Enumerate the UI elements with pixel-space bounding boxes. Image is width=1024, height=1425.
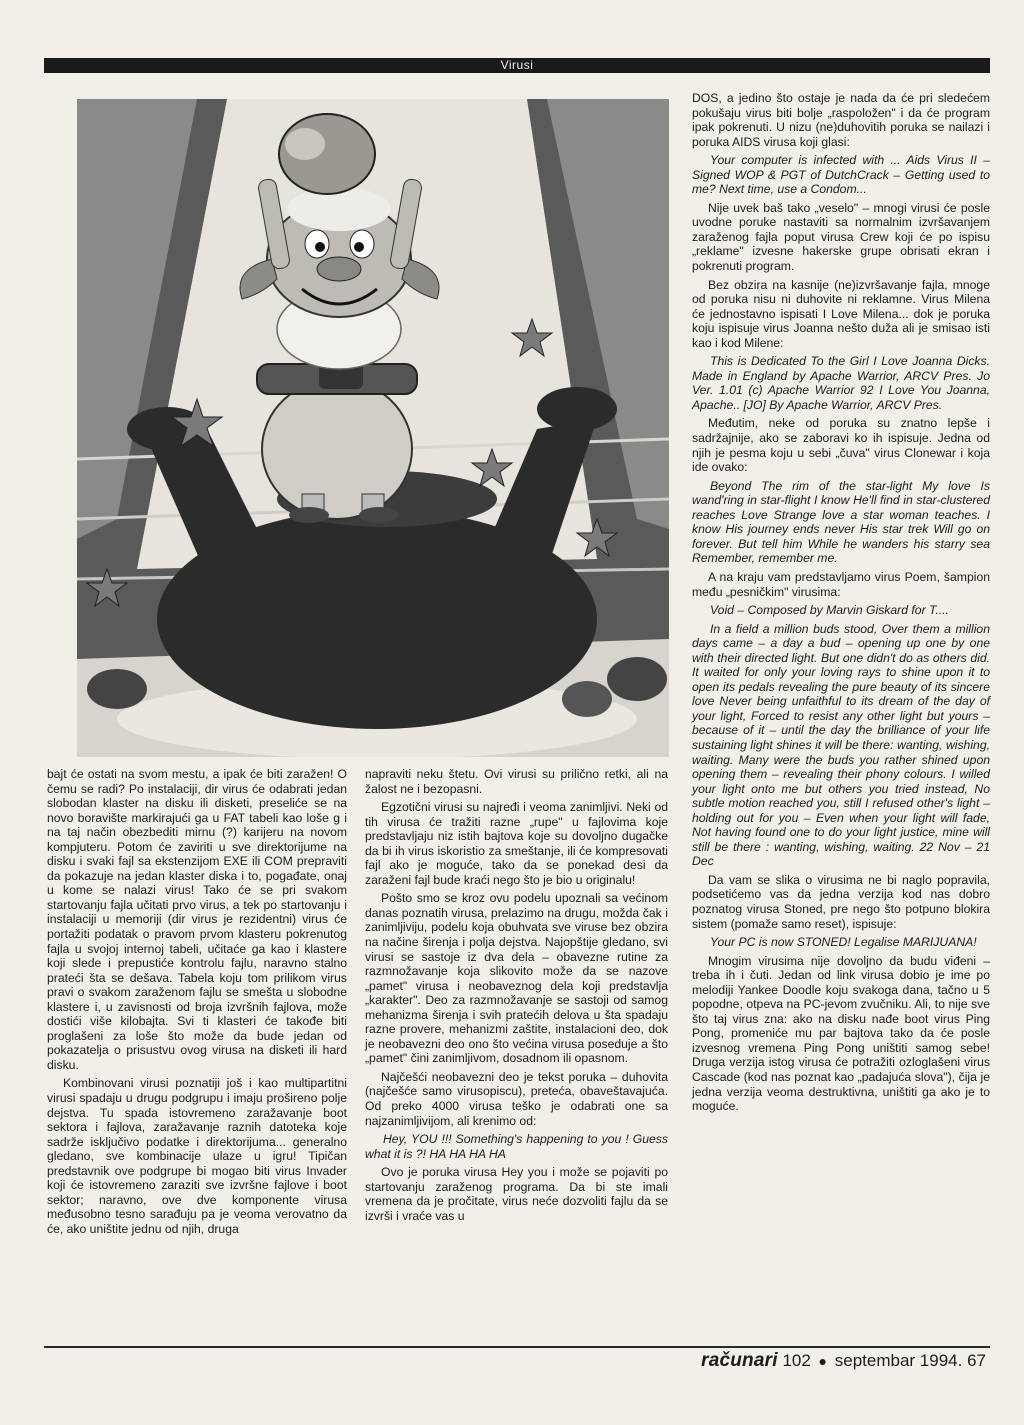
virus-message-quote: Beyond The rim of the star-light My love Is wand'ring in star-flight I know He'll find in star-clustered reaches Love Strange love a star woman teaches. I know His journey ends never His star trek Will go on forever. But tell him While he wanders his starry sea Remember, remember me.: [692, 478, 990, 566]
virus-message-quote: Hey, YOU !!! Something's happening to you ! Guess what it is ?! HA HA HA HA: [365, 1132, 668, 1161]
virus-message-quote: This is Dedicated To the Girl I Love Joanna Dicks. Made in England by Apache Warrior, ARCV Pres. Jo Ver. 1.01 (c) Apache Warrior 92 I Love You Joanna, Apache.. [JO] By Apache Warrior, ARCV Pres.: [692, 354, 990, 412]
section-title: Virusi: [500, 58, 534, 72]
cartoon-illustration: [77, 99, 669, 757]
page-number: 67: [967, 1351, 986, 1370]
virus-message-quote: Your computer is infected with ... Aids Virus II – Signed WOP & PGT of DutchCrack – Getting used to me? Next time, use a Condom...: [692, 153, 990, 197]
article-paragraph: A na kraju vam predstavljamo virus Poem, šampion među „pesničkim" virusima:: [692, 569, 990, 599]
article-paragraph: Mnogim virusima nije dovoljno da budu viđeni – treba ih i čuti. Jedan od link virusa dobio je ime po melodiji Yankee Doodle koju svakoga dana, tačno u 5 popodne, otpeva na PC-jevom zvučniku. Ali, to nije sve što taj virus zna: ako na disku nađe boot virus Ping Pong, promeniće mu par bajtova tako da će posle izvesnog vremena Ping Pong uništiti samog sebe! Druga verzija istog virusa će potražiti ozloglašeni virus Cascade (kod nas poznat kao „padajuća slova"), čija je jedna verzija veoma destruktivna, uništiti ga ako je to moguće.: [692, 953, 990, 1114]
article-paragraph: DOS, a jedino što ostaje je nada da će pri sledećem pokušaju virus biti bolje „raspoložen" i da će program ipak pokrenuti. U nizu (ne)duhovitih poruka se nailazi i poruka AIDS virusa koji glasi:: [692, 91, 990, 149]
article-paragraph: Međutim, neke od poruka su znatno lepše i sadržajnije, ako se zaboravi ko ih ispisuje. Jedna od njih je pesma koju u sebi „čuva" virus Clonewar i koja ide ovako:: [692, 416, 990, 475]
text-column-right: [692, 91, 990, 1118]
article-paragraph: bajt će ostati na svom mestu, a ipak će biti zaražen! O čemu se radi? Po instalaciji, dir virus će odabrati jedan slobodan klaster na disku ili disketi, preseliće se na novo boravište markirajući ga u FAT tabeli kao loše g i na taj način obezbediti mirnu (?) karijeru na novom kompjuteru. Potom će zaviriti u sve direktorijume na disku i svaki fajl sa ekstenzijom EXE ili COM prepraviti da pokazuje na jedan klaster diska i to, pogađate, onaj u kome se nalazi virus! Tako će se pri svakom startovanju fajla učitati prvo virus, a tek po startovanju i instalaciji u memoriji (dir virus je rezidentni) virus će portažiti podatak o pravom prvom klasteru pokrenutog fajla u svojoj internoj tabeli, učitaće ga kao i klastere koji slede i prepustiće kontrolu fajlu, naravno stalno prateći šta se dešava. Tabela koju tom prilikom virus pravi o svakom zaraženom fajlu se smešta u slobodne klastere i, u zavisnosti od broja izvršnih fajlova, može dostići više kilobajta. Svi ti klasteri će takođe biti proglašeni za loše što može da bude jedan od pokazatelja o prisustvu ovog virusa na disketi ili hard disku.: [47, 767, 347, 1072]
article-paragraph: Nije uvek baš tako „veselo" – mnogi virusi će posle uvodne poruke nastaviti sa normalnim izvršavanjem zaraženog fajla poput virusa Crew koji će po ispisu „reklame" izvesne hakerske grupe obrisati ekran i pokrenuti program.: [692, 200, 990, 274]
article-paragraph: Ovo je poruka virusa Hey you i može se pojaviti po startovanju zaraženog programa. Da bi ste imali vremena da je pročitate, virus neće dozvoliti fajlu da se izvrši i vraće vas u: [365, 1165, 668, 1223]
page-footer: [701, 1349, 986, 1373]
bullet-icon: ●: [818, 1353, 828, 1369]
virus-message-quote: In a field a million buds stood, Over them a million days came – a day a bud – opening up one by one with their directed light. But one didn't do as others did. It waited for only your loving rays to shine upon it to open its pedals revealing the pure beauty of its sincere love Never being unfaithful to its dream of the day of your light, Forced to resist any other light but yours – because of it – until the day the brilliance of your life sustaining light shines it will be there: wanting, wishing, waiting. Many were the buds you rather shined upon opening them – revealing their phony colours. I willed your light onto me but others you tried instead, No subtle motion reached you, still I refused other's light – holding out for you – Even when your light will fade, Not having found one to do your light justice, mine will still be there : wanting, wishing, waiting. 22 Nov – 21 Dec: [692, 621, 990, 869]
article-paragraph: Da vam se slika o virusima ne bi naglo popravila, podsetićemo vas da jedna verzija kod nas dobro poznatog virusa Stoned, pre nego što potpuno blokira sistem (pomaže samo reset), ispisuje:: [692, 872, 990, 931]
issue-date: septembar 1994.: [834, 1351, 963, 1370]
magazine-brand: računari: [701, 1350, 778, 1371]
article-paragraph: napraviti neku štetu. Ovi virusi su prilično retki, ali na žalost ne i bezopasni.: [365, 767, 668, 796]
virus-message-quote: Void – Composed by Marvin Giskard for T....: [710, 603, 949, 618]
article-paragraph: Egzotični virusi su najređi i veoma zanimljivi. Neki od tih virusa će tražiti razne „rupe" u fajlovima koje predstavljaju niz istih bajtova koje su dovoljno dugačke da bi ih virus iskoristio za smeštanje, ili će kompresovati fajl ako je moguće, tako da se ponekad desi da zaraženi fajl bude kraći nego što je bio u originalu!: [365, 800, 668, 887]
issue-number: 102: [782, 1351, 811, 1370]
text-column-middle: [365, 767, 668, 1227]
article-paragraph: Pošto smo se kroz ovu podelu upoznali sa većinom danas poznatih virusa, prelazimo na drugu, možda čak i zanimljiviju, podelu koja obuhvata sve viruse bez obzira na načine širenja i polja dejstva. Najopštije gledano, svi virusi se sastoje iz dva dela – obavezne rutine za razmnožavanje koja slikovito može da se nazove „pamet" virusa i neobaveznog dela koji predstavlja „karakter". Deo za razmnožavanje se sastoji od samog mehanizma širenja i svih pratećih delova u šta spadaju razne provere, mehanizmi zaštite, instalacioni deo, dok je neobavezni deo ono što većina virusa poseduje a što „pamet" čini zanimljivom, dosadnom ili opasnom.: [365, 891, 668, 1066]
text-column-left: [47, 767, 347, 1241]
article-paragraph: Bez obzira na kasnije (ne)izvršavanje fajla, mnoge od poruka nisu ni duhovite ni reklamne. Virus Milena će jednostavno ispisati I Love Milena... dok je poruka koju ispisuje virus Joanna nešto duža ali je smisao isti kao i kod Milene:: [692, 277, 990, 350]
footer-divider: [44, 1346, 990, 1348]
section-header-bar: [44, 58, 990, 73]
virus-message-quote: Your PC is now STONED! Legalise MARIJUANA!: [710, 935, 977, 950]
article-paragraph: Kombinovani virusi poznatiji još i kao multipartitni virusi spadaju u drugu podgrupu i imaju prošireno polje dejstva. Tu spada istovremeno zaražavanje boot sektora i fajlova, zaražavanje raznih datoteka koje sadrže isključivo podatke i direktorijuma... generalno gledano, sve kombinacije ulaze u igru! Tipičan predstavnik ove podgrupe bi mogao biti virus Invader koji će istovremeno zaraziti sve izvršne fajlove i boot sektor; naravno, ove dve komponente virusa međusobno tesno sarađuju pa je veoma verovatno da će, ako uništite jednu od njih, druga: [47, 1076, 347, 1236]
article-paragraph: Najčešći neobavezni deo je tekst poruka – duhovita (najčešće samo virusopiscu), preteća, obaveštavajuća. Od preko 4000 virusa teško je odabrati one sa najzanimljivijom, ali krenimo od:: [365, 1069, 668, 1128]
virus-creature-icon: [77, 99, 669, 757]
